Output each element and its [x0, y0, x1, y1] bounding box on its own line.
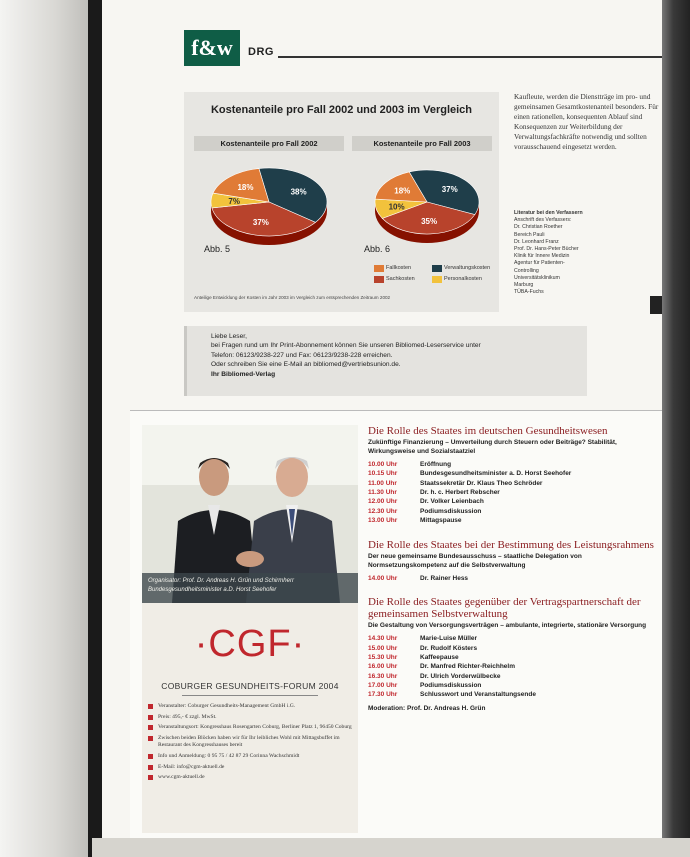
schedule-time: 12.30 Uhr	[368, 507, 398, 515]
schedule-time: 15.30 Uhr	[368, 653, 398, 661]
cgf-email-item[interactable]	[148, 764, 353, 772]
moderation-line: Moderation: Prof. Dr. Andreas H. Grün	[368, 705, 486, 713]
bullet-icon	[148, 725, 153, 730]
schedule-time: 14.00 Uhr	[368, 575, 398, 583]
schedule-time: 10.15 Uhr	[368, 470, 398, 478]
schedule-time: 11.30 Uhr	[368, 489, 397, 497]
literature-line: Dr. Christian Roether	[514, 224, 563, 231]
section-heading: Die Rolle des Staates gegenüber der Vertragspartnerschaft der gemeinsamen Selbstverwaltung	[368, 595, 641, 620]
cgf-logo: ·CGF·	[194, 623, 306, 665]
schedule-item: Kaffeepause	[420, 653, 459, 661]
schedule-item: Podiumsdiskussion	[420, 681, 482, 689]
book-gutter	[88, 0, 102, 857]
schedule-row	[368, 507, 658, 516]
legend-swatch	[432, 276, 442, 283]
organizers-photo	[142, 425, 358, 603]
figure-label-left: Abb. 5	[204, 244, 231, 254]
notice-line: Telefon: 06123/9238-227 und Fax: 06123/9238-228 erreichen.	[211, 351, 393, 359]
cgf-info-text: Preis: 495,- € zzgl. MwSt.	[158, 713, 217, 720]
schedule-row	[368, 690, 658, 699]
book-binding-left	[0, 0, 92, 857]
figure-title: Kostenanteile pro Fall 2002 und 2003 im Vergleich	[210, 104, 473, 116]
cgf-info-item	[148, 703, 353, 711]
page-bottom-shade	[92, 838, 690, 857]
section-subtitle: Zukünftige Finanzierung – Umverteilung durch Steuern oder Beiträge? Stabilität, Wirkungsweise und Sozialstaatziel	[368, 439, 617, 455]
schedule-item: Dr. Rudolf Kösters	[420, 644, 478, 652]
schedule-row	[368, 497, 658, 506]
literature-line: Marburg	[514, 282, 534, 289]
cgf-info-text: Veranstaltungsort: Kongresshaus Rosengarten Coburg, Berliner Platz 1, 96450 Coburg	[158, 724, 352, 731]
schedule-row	[368, 516, 658, 525]
program-section	[368, 596, 658, 700]
pie-slice-label: 35%	[421, 217, 438, 227]
cgf-divider	[182, 695, 318, 696]
cgf-info-item	[148, 735, 353, 750]
cgf-web-item[interactable]	[148, 774, 353, 782]
pie-slice-label: 37%	[252, 217, 269, 227]
schedule-time: 15.00 Uhr	[368, 644, 398, 652]
notice-line: Oder schreiben Sie eine E-Mail an bibliomed@vertriebsunion.de.	[211, 361, 401, 369]
notice-signature: Ihr Bibliomed-Verlag	[211, 370, 276, 378]
pie-slice-label: 37%	[441, 184, 458, 194]
pie-slice-label: 7%	[228, 197, 240, 207]
schedule-item: Dr. h. c. Herbert Rebscher	[420, 489, 500, 497]
pie-slice-label: 18%	[237, 182, 254, 192]
schedule-row	[368, 469, 658, 478]
schedule-time: 11.00 Uhr	[368, 479, 397, 487]
literature-line: Prof. Dr. Hans-Peter Bücher	[514, 246, 579, 253]
reader-notice-box	[184, 326, 587, 396]
schedule-item: Dr. Manfred Richter-Reichhelm	[420, 663, 515, 671]
schedule-item: Bundesgesundheitsminister a. D. Horst Seehofer	[420, 470, 572, 478]
schedule-time: 12.00 Uhr	[368, 498, 398, 506]
schedule-item: Marie-Luise Müller	[420, 635, 478, 643]
program-section	[368, 425, 658, 525]
cgf-web-link[interactable]: www.cgm-aktuell.de	[158, 774, 205, 781]
schedule-time: 10.00 Uhr	[368, 461, 398, 469]
literature-line: Agentur für Patienten-	[514, 260, 565, 267]
legend-item	[374, 275, 415, 284]
legend-item	[432, 264, 490, 273]
program-section	[368, 539, 658, 583]
bullet-icon	[148, 775, 153, 780]
section-subtitle: Die Gestaltung von Versorgungsverträgen – ambulante, integrierte, stationäre Versorgung	[368, 621, 647, 629]
pie-slice-label: 10%	[388, 202, 405, 212]
literature-line: Dr. Leonhard Franz	[514, 238, 559, 245]
legend-label: Personalkosten	[444, 276, 482, 282]
header-rule	[278, 56, 662, 58]
legend-label: Sachkosten	[386, 276, 415, 282]
literature-block	[514, 210, 634, 296]
body-text-column: Kaufleute, werden die Dienstträge im pro- und gemeinsamen Gesamtkostenanteil besonders. Für einen rationellen, konsequenten Ablauf sind Konsequenzen zur Weiterbildung der Verwaltungsfachkräfte notwendig und sollten vorausschauend eingesetzt werden.	[514, 92, 659, 151]
cgf-email-link[interactable]: E-Mail: info@cgm-aktuell.de	[158, 763, 225, 770]
schedule-item: Dr. Ulrich Vorderwülbecke	[420, 672, 501, 680]
book-edge-right	[662, 0, 690, 857]
literature-line: Anschrift des Verfassers:	[514, 217, 572, 224]
schedule-row	[368, 672, 658, 681]
literature-line: Universitätsklinikum	[514, 274, 560, 281]
schedule-time: 16.30 Uhr	[368, 672, 398, 680]
fw-logo: f&w	[184, 30, 240, 66]
legend-item	[432, 275, 482, 284]
schedule-row	[368, 574, 658, 583]
schedule-item: Dr. Volker Leienbach	[420, 498, 484, 506]
bullet-icon	[148, 704, 153, 709]
bullet-icon	[148, 765, 153, 770]
schedule-time: 17.00 Uhr	[368, 681, 398, 689]
schedule-time: 14.30 Uhr	[368, 635, 398, 643]
notice-line: bei Fragen rund um Ihr Print-Abonnement können Sie unseren Bibliomed-Leserservice unter	[211, 342, 481, 350]
section-heading: Die Rolle des Staates bei der Bestimmung des Leistungsrahmens	[368, 539, 654, 552]
notice-heading: Liebe Leser,	[211, 333, 247, 340]
bullet-icon	[148, 754, 153, 759]
bullet-icon	[148, 715, 153, 720]
cgf-info-text: Veranstalter: Coburger Gesundheits-Management GmbH i.G.	[158, 703, 296, 709]
bullet-icon	[148, 736, 153, 741]
cgf-advertisement	[130, 410, 662, 838]
cgf-info-item	[148, 724, 353, 732]
schedule-row	[368, 634, 658, 643]
pie-2003-title: Kostenanteile pro Fall 2003	[352, 136, 492, 151]
pie-slice-label: 38%	[290, 187, 307, 197]
cgf-info-list	[148, 703, 353, 785]
schedule-time: 16.00 Uhr	[368, 663, 398, 671]
pie-2002-title: Kostenanteile pro Fall 2002	[194, 136, 344, 151]
section-label: DRG	[248, 46, 274, 58]
schedule-row	[368, 479, 658, 488]
literature-line: Controlling	[514, 267, 539, 274]
photo-caption: Organisator: Prof. Dr. Andreas H. Grün und Schirmherr Bundesgesundheitsminister a.D. Horst Seehofer	[142, 573, 358, 603]
schedule-item: Podiumsdiskussion	[420, 507, 482, 515]
section-subtitle: Der neue gemeinsame Bundesausschuss – staatliche Delegation von Normsetzungskompetenz auf die Selbstverwaltung	[368, 553, 582, 569]
legend-swatch	[432, 265, 442, 272]
cgf-info-item	[148, 714, 353, 722]
schedule-item: Mittagspause	[420, 516, 462, 524]
cgf-info-text: Zwischen beiden Blöcken haben wir für Ihr leibliches Wohl mit Mittagsbuffet im Restaurant des Kongresshauses bereit	[158, 734, 340, 749]
literature-title: Literatur bei den Verfassern	[514, 210, 583, 216]
schedule-time: 17.30 Uhr	[368, 691, 398, 699]
literature-line: Bereich Pauli	[514, 231, 545, 238]
section-heading: Die Rolle des Staates im deutschen Gesundheitswesen	[368, 425, 608, 437]
literature-line: TÜBA-Fuchs	[514, 289, 544, 296]
schedule-item: Dr. Rainer Hess	[420, 575, 469, 583]
schedule-item: Eröffnung	[420, 461, 452, 469]
legend-label: Fallkosten	[386, 265, 412, 271]
magazine-page	[102, 0, 662, 838]
cgf-info-item	[148, 753, 353, 761]
schedule-row	[368, 653, 658, 662]
page-edge-marker	[650, 296, 662, 314]
schedule-item: Staatssekretär Dr. Klaus Theo Schröder	[420, 479, 543, 487]
cgf-info-text: Info und Anmeldung: 0 95 75 / 42 87 29 Corinna Wachschmidt	[158, 752, 300, 759]
schedule-item: Schlusswort und Veranstaltungsende	[420, 691, 536, 699]
cgf-info-box	[142, 603, 358, 833]
legend-swatch	[374, 265, 384, 272]
legend-swatch	[374, 276, 384, 283]
program-schedule	[368, 425, 658, 712]
figure-label-right: Abb. 6	[364, 244, 391, 254]
literature-line: Klinik für Innere Medizin	[514, 253, 570, 260]
schedule-row	[368, 662, 658, 671]
pie-slice-label: 18%	[394, 186, 411, 196]
legend-label: Verwaltungskosten	[444, 265, 491, 271]
schedule-row	[368, 460, 658, 469]
schedule-row	[368, 488, 658, 497]
legend-item	[374, 264, 411, 273]
schedule-row	[368, 644, 658, 653]
pie-chart-figure	[184, 92, 499, 312]
schedule-row	[368, 681, 658, 690]
cgf-forum-title: COBURGER GESUNDHEITS-FORUM 2004	[161, 681, 339, 691]
schedule-time: 13.00 Uhr	[368, 516, 398, 524]
figure-footnote: Anteilige Entwicklung der Kosten im Jahr 2003 im Vergleich zum entsprechenden Zeitraum 2002	[194, 295, 391, 300]
